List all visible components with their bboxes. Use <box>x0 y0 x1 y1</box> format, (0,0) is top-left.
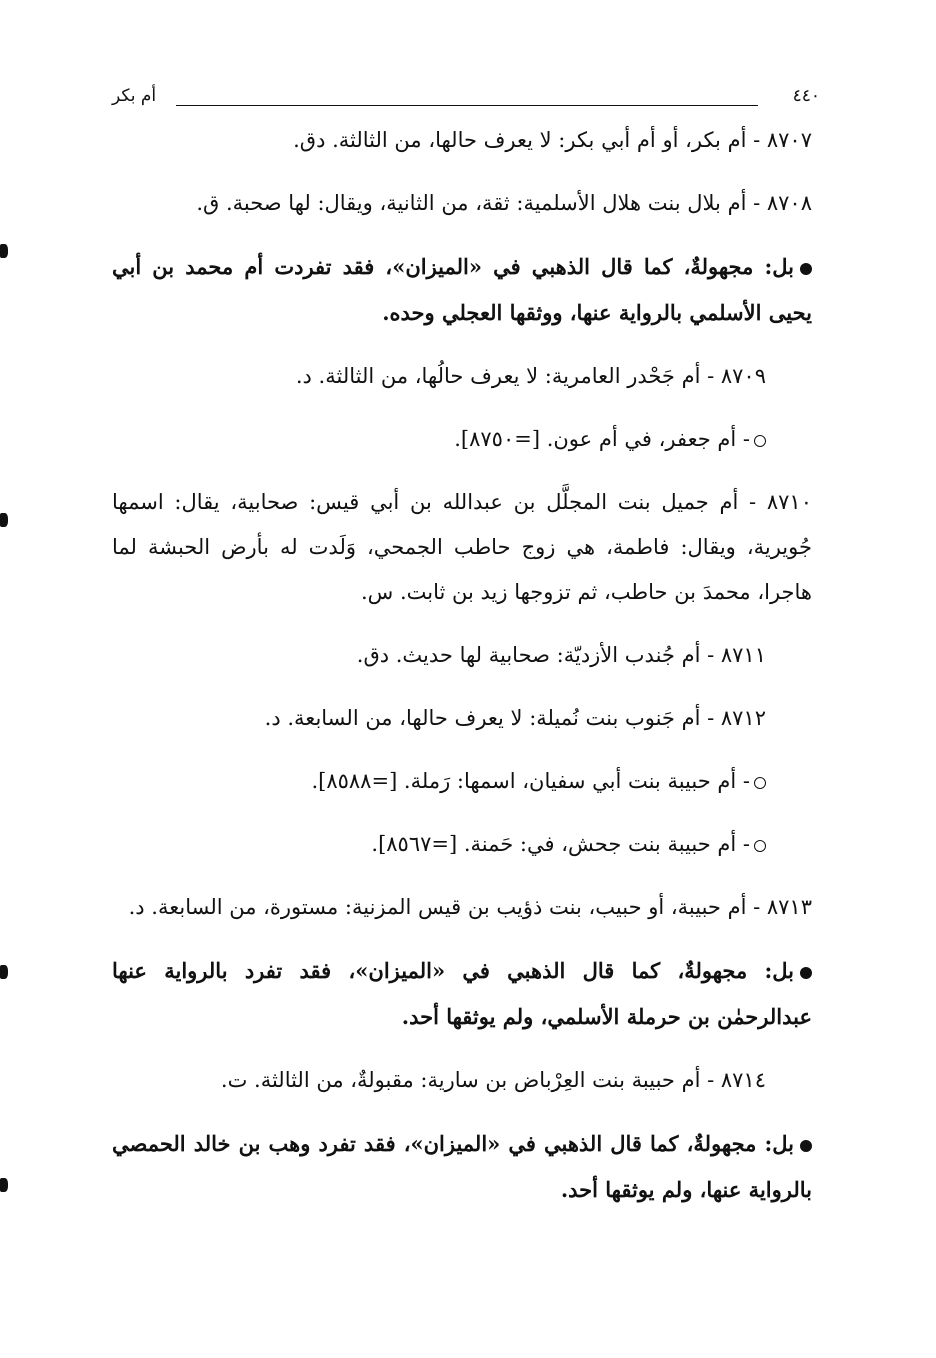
comment-8708: بل: مجهولةٌ، كما قال الذهبي في «الميزان»، فقد تفردت أم محمد بن أبي يحيى الأسلمي بالرواية عنها، ووثقها العجلي وحده. <box>112 254 812 325</box>
bullet-icon <box>800 263 812 275</box>
page-body <box>112 118 812 1231</box>
entry-8709: ٨٧٠٩ - أم جَحْدر العامرية: لا يعرف حالُها، من الثالثة. د. <box>295 364 766 388</box>
entry-8712: ٨٧١٢ - أم جَنوب بنت نُميلة: لا يعرف حالها، من السابعة. د. <box>264 706 766 730</box>
running-title: أم بكر <box>112 86 157 106</box>
ref-umm-habiba-abi-sufyan: - أم حبيبة بنت أبي سفيان، اسمها: رَملة. [=٨٥٨٨]. <box>112 759 812 804</box>
page-header <box>112 86 820 116</box>
page-number: ٤٤٠ <box>792 86 820 106</box>
entry-8710: ٨٧١٠ - أم جميل بنت المجلَّل بن عبدالله بن أبي قيس: صحابية، يقال: اسمها جُويرية، ويقال: فاطمة، هي زوج حاطب الجمحي، وَلَدت له بأرض الحبشة لما هاجرا، محمدَ بن حاطب، ثم تزوجها زيد بن ثابت. س. <box>112 490 812 604</box>
comment-8713: بل: مجهولةٌ، كما قال الذهبي في «الميزان»، فقد تفرد بالرواية عنها عبدالرحمٰن بن حرملة الأسلمي، ولم يوثقها أحد. <box>112 958 812 1029</box>
entry-8708: ٨٧٠٨ - أم بلال بنت هلال الأسلمية: ثقة، من الثانية، ويقال: لها صحبة. ق. <box>196 191 812 215</box>
entry-8714: ٨٧١٤ - أم حبيبة بنت العِرْباض بن سارية: مقبولةٌ، من الثالثة. ت. <box>220 1068 766 1092</box>
scan-margin-mark <box>0 513 8 527</box>
entry-8707: ٨٧٠٧ - أم بكر، أو أم أبي بكر: لا يعرف حالها، من الثالثة. دق. <box>293 128 812 152</box>
ref-umm-jafar: - أم جعفر، في أم عون. [=٨٧٥٠]. <box>112 417 812 462</box>
comment-8714: بل: مجهولةٌ، كما قال الذهبي في «الميزان»، فقد تفرد وهب بن خالد الحمصي بالرواية عنها، ولم يوثقها أحد. <box>112 1131 812 1202</box>
bullet-icon <box>800 1140 812 1152</box>
circle-icon <box>754 435 766 447</box>
circle-icon <box>754 777 766 789</box>
scan-margin-mark <box>0 244 8 258</box>
bullet-icon <box>800 967 812 979</box>
circle-icon <box>754 840 766 852</box>
scan-margin-mark <box>0 965 8 979</box>
entry-8711: ٨٧١١ - أم جُندب الأزديّة: صحابية لها حديث. دق. <box>356 643 766 667</box>
header-rule <box>176 105 758 106</box>
entry-8713: ٨٧١٣ - أم حبيبة، أو حبيب، بنت ذؤيب بن قيس المزنية: مستورة، من السابعة. د. <box>128 895 812 919</box>
ref-umm-habiba-jahsh: - أم حبيبة بنت جحش، في: حَمنة. [=٨٥٦٧]. <box>112 822 812 867</box>
scan-margin-mark <box>0 1178 8 1192</box>
